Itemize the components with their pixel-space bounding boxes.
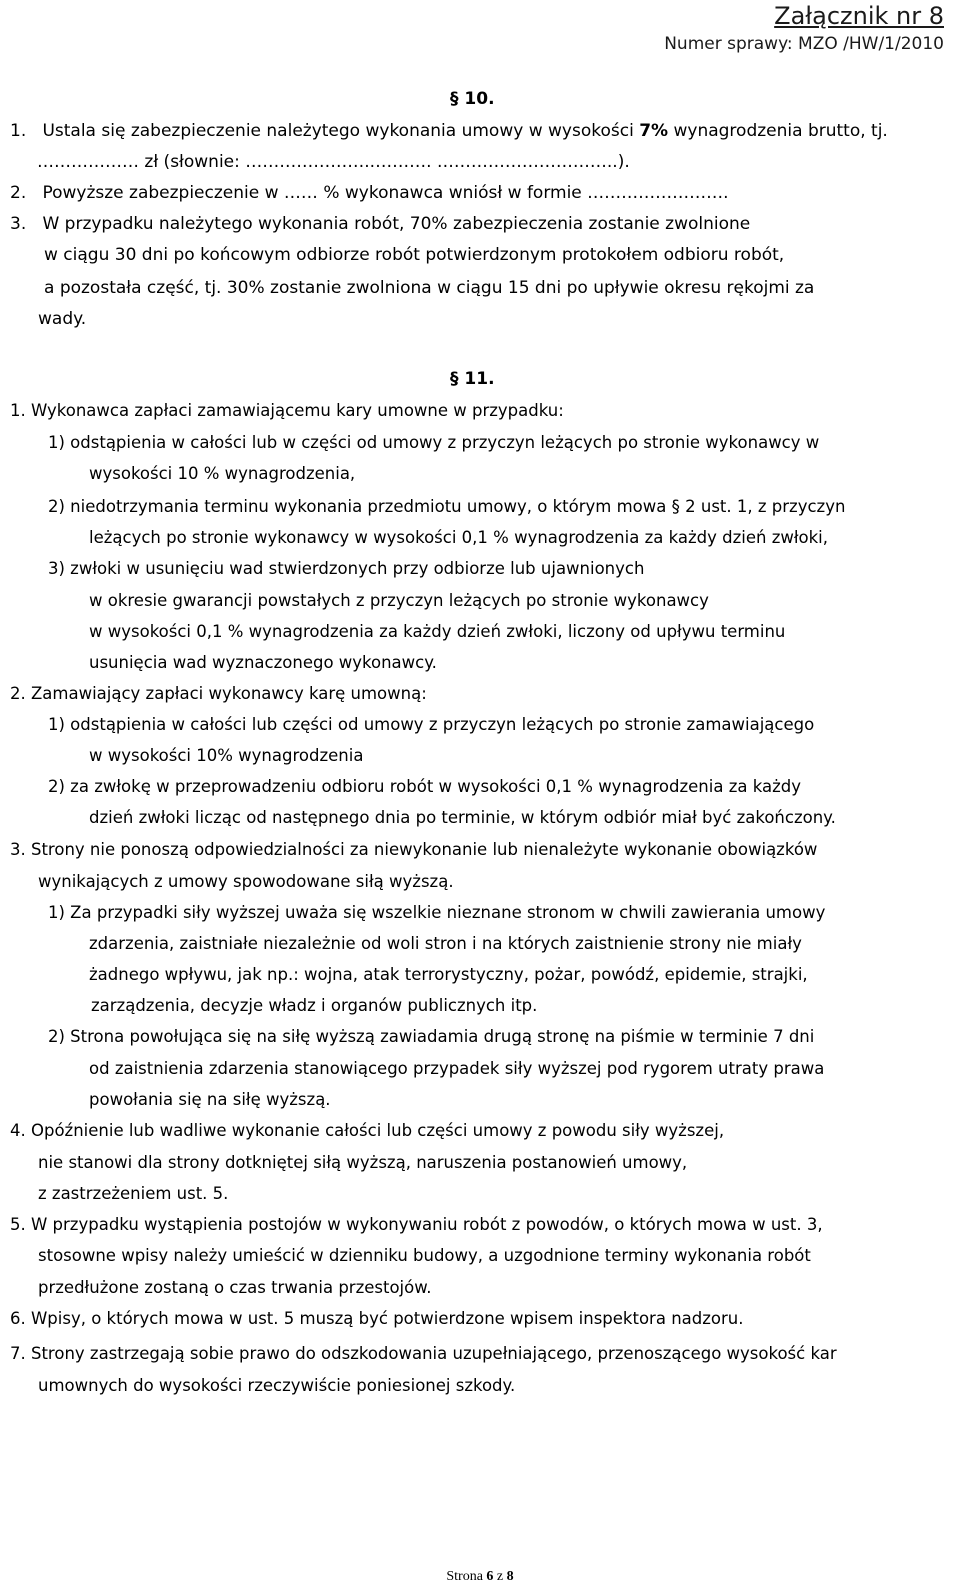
- s11-line: 2) za zwłokę w przeprowadzeniu odbioru robót w wysokości 0,1 % wynagrodzenia za każdy: [48, 777, 801, 796]
- section-10-point-3: [10, 213, 750, 235]
- s11-line: zarządzenia, decyzje władz i organów publicznych itp.: [91, 996, 538, 1015]
- section-number: 11.: [464, 369, 495, 389]
- paragraph-sign: §: [671, 497, 680, 516]
- footer-page: 6: [486, 1569, 494, 1584]
- footer-of: z: [496, 1569, 504, 1584]
- s11-line: 1) odstąpienia w całości lub części od umowy z przyczyn leżących po stronie zamawiającego: [48, 715, 815, 734]
- s11-line: 6. Wpisy, o których mowa w ust. 5 muszą być potwierdzone wpisem inspektora nadzoru.: [10, 1309, 744, 1328]
- security-percent: 7%: [639, 121, 669, 141]
- point-text-cont: wynagrodzenia brutto, tj.: [673, 121, 888, 141]
- s11-line: 5. W przypadku wystąpienia postojów w wykonywaniu robót z powodów, o których mowa w ust. 3,: [10, 1215, 823, 1234]
- section-10-point-3-line-2: w ciągu 30 dni po końcowym odbiorze robót potwierdzonym protokołem odbioru robót,: [44, 245, 785, 265]
- s11-line: 4. Opóźnienie lub wadliwe wykonanie całości lub części umowy z powodu siły wyższej,: [10, 1121, 725, 1140]
- point-text: W przypadku należytego wykonania robót, 70% zabezpieczenia zostanie zwolnione: [42, 214, 751, 234]
- s11-line: w okresie gwarancji powstałych z przyczyn leżących po stronie wykonawcy: [89, 591, 709, 610]
- section-10-point-3-line-4: wady.: [38, 309, 87, 329]
- footer-label: Strona: [446, 1569, 483, 1584]
- section-number: 10.: [464, 89, 495, 109]
- s11-line: leżących po stronie wykonawcy w wysokości 0,1 % wynagrodzenia za każdy dzień zwłoki,: [89, 528, 829, 547]
- section-10-point-1-amount: ……………… zł (słownie: …………………..………. …………………………..).: [37, 152, 630, 172]
- s11-line-part: 2 ust. 1, z przyczyn: [685, 497, 846, 516]
- point-text: Ustala się zabezpieczenie należytego wykonania umowy w wysokości: [42, 121, 634, 141]
- section-10-point-1: [10, 120, 888, 142]
- s11-line: 2. Zamawiający zapłaci wykonawcy karę umowną:: [10, 684, 427, 703]
- s11-line: wynikających z umowy spowodowane siłą wyższą.: [38, 872, 454, 891]
- s11-line: wysokości 10 % wynagrodzenia,: [89, 464, 356, 483]
- s11-line: powołania się na siłę wyższą.: [89, 1090, 331, 1109]
- case-number: Numer sprawy: MZO /HW/1/2010: [664, 34, 944, 54]
- s11-line: 1) Za przypadki siły wyższej uważa się wszelkie nieznane stronom w chwili zawierania umowy: [48, 903, 826, 922]
- footer-total: 8: [506, 1569, 514, 1584]
- s11-line: od zaistnienia zdarzenia stanowiącego przypadek siły wyższej pod rygorem utraty prawa: [89, 1059, 825, 1078]
- paragraph-sign: §: [450, 89, 459, 109]
- s11-line-part: 2) niedotrzymania terminu wykonania przedmiotu umowy, o którym mowa: [48, 497, 667, 516]
- s11-line: stosowne wpisy należy umieścić w dzienniku budowy, a uzgodnione terminy wykonania robót: [38, 1246, 811, 1265]
- s11-line: 1) odstąpienia w całości lub w części od umowy z przyczyn leżących po stronie wykonawcy w: [48, 433, 820, 452]
- section-10-heading: [450, 88, 495, 110]
- s11-line: w wysokości 10% wynagrodzenia: [89, 746, 364, 765]
- s11-line: w wysokości 0,1 % wynagrodzenia za każdy dzień zwłoki, liczony od upływu terminu: [89, 622, 786, 641]
- s11-line: 3) zwłoki w usunięciu wad stwierdzonych przy odbiorze lub ujawnionych: [48, 559, 645, 578]
- s11-line: 2) Strona powołująca się na siłę wyższą zawiadamia drugą stronę na piśmie w terminie 7 dni: [48, 1027, 815, 1046]
- section-10-point-3-line-3: a pozostała część, tj. 30% zostanie zwolniona w ciągu 15 dni po upływie okresu rękojmi za: [44, 278, 815, 298]
- page-footer: [0, 1569, 960, 1585]
- paragraph-sign: §: [450, 369, 459, 389]
- point-number: 1.: [10, 121, 27, 141]
- point-number: 3.: [10, 214, 27, 234]
- s11-line: 3. Strony nie ponoszą odpowiedzialności za niewykonanie lub nienależyte wykonanie obowiązków: [10, 840, 818, 859]
- s11-line: żadnego wpływu, jak np.: wojna, atak terrorystyczny, pożar, powódź, epidemie, strajki,: [89, 965, 808, 984]
- s11-line: 1. Wykonawca zapłaci zamawiającemu kary umowne w przypadku:: [10, 401, 564, 420]
- s11-line: przedłużone zostaną o czas trwania przestojów.: [38, 1278, 432, 1297]
- section-10-point-2: [10, 182, 729, 204]
- section-11-heading: [450, 368, 495, 390]
- s11-line: zdarzenia, zaistniałe niezależnie od woli stron i na których zaistnienie strony nie miały: [89, 934, 802, 953]
- s11-line: nie stanowi dla strony dotkniętej siłą wyższą, naruszenia postanowień umowy,: [38, 1153, 688, 1172]
- s11-line: umownych do wysokości rzeczywiście poniesionej szkody.: [38, 1376, 516, 1395]
- s11-line: [48, 496, 845, 518]
- s11-line: z zastrzeżeniem ust. 5.: [38, 1184, 229, 1203]
- point-text: Powyższe zabezpieczenie w …… % wykonawca wniósł w formie …………………….: [42, 183, 729, 203]
- s11-line: usunięcia wad wyznaczonego wykonawcy.: [89, 653, 437, 672]
- point-number: 2.: [10, 183, 27, 203]
- s11-line: 7. Strony zastrzegają sobie prawo do odszkodowania uzupełniającego, przenoszącego wysokość kar: [10, 1344, 837, 1363]
- s11-line: dzień zwłoki licząc od następnego dnia po terminie, w którym odbiór miał być zakończony.: [89, 808, 836, 827]
- attachment-title: Załącznik nr 8: [774, 2, 944, 30]
